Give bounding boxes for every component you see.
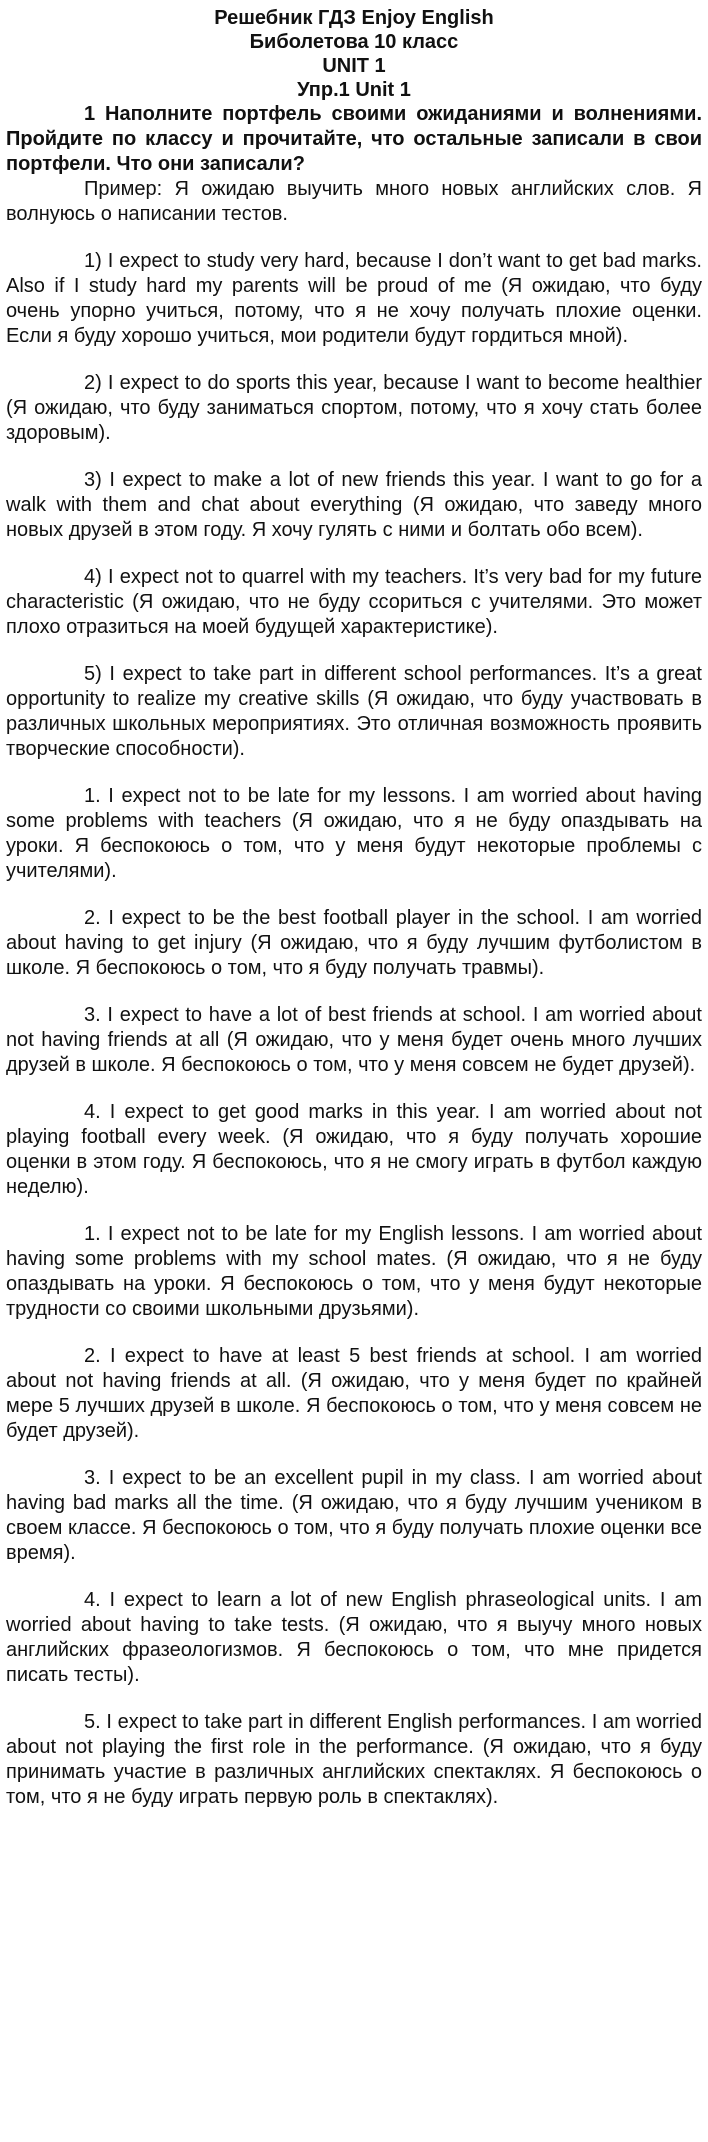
answer-paragraph: 5) I expect to take part in different school performances. It’s a great opportunity to realize my creative skills (Я ожидаю, что буду участвовать в различных школьных мероприятиях. Это отличная возможность проявить творческие способности). bbox=[6, 663, 702, 760]
answer-paragraph: 2) I expect to do sports this year, because I want to become healthier (Я ожидаю, что буду заниматься спортом, потому, что я хочу стать более здоровым). bbox=[6, 372, 702, 444]
answer-paragraph: 5. I expect to take part in different English performances. I am worried about not playing the first role in the performance. (Я ожидаю, что я буду принимать участие в различных английских спектаклях. Я беспокоюсь о том, что я не буду играть первую роль в спектаклях). bbox=[6, 1711, 702, 1808]
answer-paragraph: 4) I expect not to quarrel with my teachers. It’s very bad for my future characteristic (Я ожидаю, что не буду ссориться с учителями. Это может плохо отразиться на моей будущей характеристике). bbox=[6, 566, 702, 638]
answer-paragraph: 4. I expect to learn a lot of new English phraseological units. I am worried about having to take tests. (Я ожидаю, что я выучу много новых английских фразеологизмов. Я беспокоюсь о том, что мне придется писать тесты). bbox=[6, 1589, 702, 1686]
answer-paragraph: 2. I expect to have at least 5 best friends at school. I am worried about not having friends at all. (Я ожидаю, что у меня будет по крайней мере 5 лучших друзей в школе. Я беспокоюсь о том, что у меня совсем не будет друзей). bbox=[6, 1345, 702, 1442]
unit-heading: UNIT 1 bbox=[322, 55, 386, 77]
answer-paragraph: 1. I expect not to be late for my lessons. I am worried about having some problems with teachers (Я ожидаю, что я не буду опаздывать на уроки. Я беспокоюсь о том, что у меня будут некоторые проблемы с учителями). bbox=[6, 785, 702, 882]
document-subtitle: Биболетова 10 класс bbox=[249, 31, 459, 53]
answer-paragraph: 4. I expect to get good marks in this year. I am worried about not playing football every week. (Я ожидаю, что я буду получать хорошие оценки в этом году. Я беспокоюсь, что я не смогу играть в футбол каждую неделю). bbox=[6, 1101, 702, 1198]
answer-paragraph: 1. I expect not to be late for my English lessons. I am worried about having some problems with my school mates. (Я ожидаю, что я не буду опаздывать на уроки. Я беспокоюсь о том, что у меня будут некоторые трудности со своими школьными друзьями). bbox=[6, 1223, 702, 1320]
answer-paragraph: 3. I expect to have a lot of best friends at school. I am worried about not having friends at all (Я ожидаю, что у меня будет очень много лучших друзей в школе. Я беспокоюсь о том, что у меня совсем не будет друзей). bbox=[6, 1004, 702, 1076]
task-example: Пример: Я ожидаю выучить много новых английских слов. Я волнуюсь о написании тестов. bbox=[6, 178, 702, 225]
document-page bbox=[6, 6, 702, 1810]
answer-paragraph: 2. I expect to be the best football player in the school. I am worried about having to get injury (Я ожидаю, что я буду лучшим футболистом в школе. Я беспокоюсь о том, что я буду получать травмы). bbox=[6, 907, 702, 979]
answer-paragraph: 1) I expect to study very hard, because I don’t want to get bad marks. Also if I study hard my parents will be proud of me (Я ожидаю, что буду очень упорно учиться, потому, что я не хочу получать плохие оценки. Если я буду хорошо учиться, мои родители будут гордиться мной). bbox=[6, 250, 702, 347]
exercise-heading: Упр.1 Unit 1 bbox=[297, 79, 411, 101]
answer-paragraph: 3. I expect to be an excellent pupil in my class. I am worried about having bad marks all the time. (Я ожидаю, что я буду лучшим учеником в своем классе. Я беспокоюсь о том, что я буду получать плохие оценки все время). bbox=[6, 1467, 702, 1564]
document-title: Решебник ГДЗ Enjoy English bbox=[214, 7, 494, 29]
task-statement: 1 Наполните портфель своими ожиданиями и волнениями. Пройдите по классу и прочитайте, что остальные записали в свои портфели. Что они записали? bbox=[6, 103, 702, 175]
answer-paragraph: 3) I expect to make a lot of new friends this year. I want to go for a walk with them and chat about everything (Я ожидаю, что заведу много новых друзей в этом году. Я хочу гулять с ними и болтать обо всем). bbox=[6, 469, 702, 541]
